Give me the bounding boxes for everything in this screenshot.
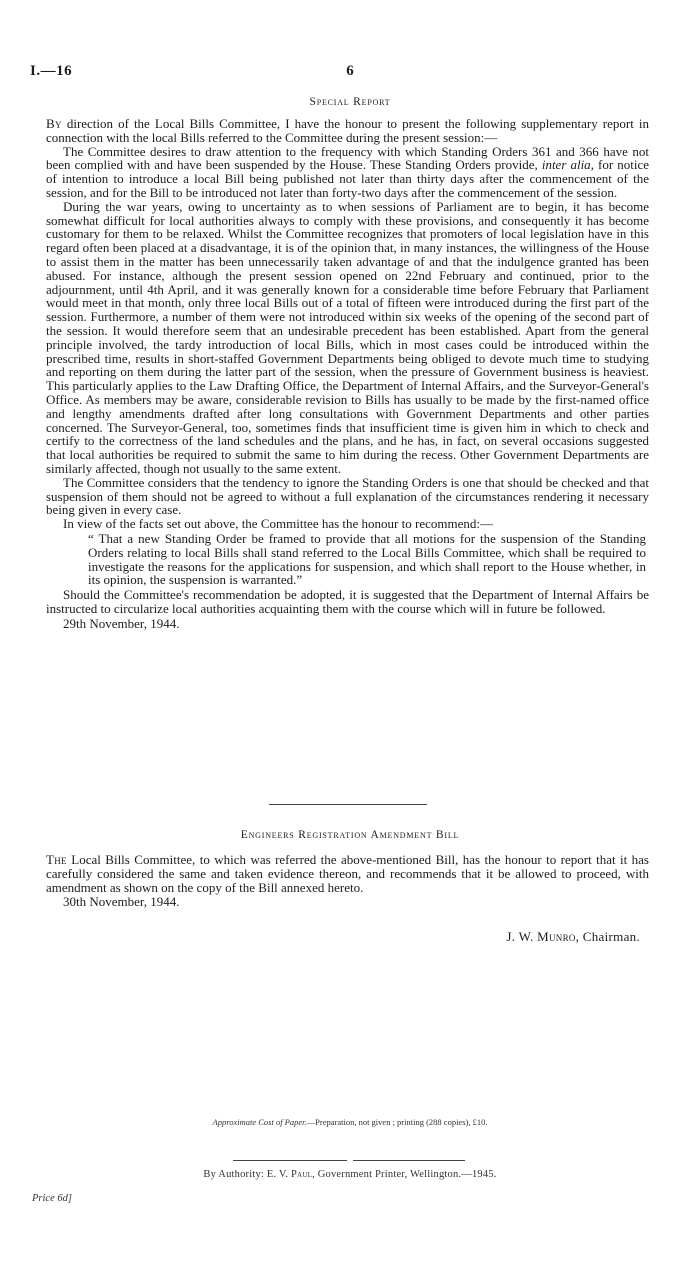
- special-report-heading: Special Report: [309, 96, 391, 108]
- chairman-signature: [506, 929, 640, 945]
- printer-name: Paul: [291, 1169, 313, 1180]
- cost-text: —Preparation, not given ; printing (288 copies), £10.: [306, 1117, 488, 1127]
- report-paragraph-3: During the war years, owing to uncertainty as to when sessions of Parliament are to begin, it has become somewhat difficult for local authorities always to comply with these provisions, and consequently it has become customary for them to be relaxed. Whilst the Committee recognizes that promoters of local legislation have in this regard often been placed at a disadvantage, it is of the opinion that, in many instances, the willingness of the House to assist them in the matter has been unnecessarily taken advantage of and that the indulgence granted has been abused. For instance, although the present session opened on 22nd February and continued, prior to the adjournment, until 4th April, and it was generally known for a considerable time before February that Parliament would meet in that month, only three local Bills out of a total of fifteen were introduced during the first part of the session. Furthermore, a number of them were not introduced within six weeks of the opening of the second part of the session. It would therefore seem that an undesirable precedent has been established. Apart from the general principle involved, the tardy introduction of local Bills, which in most cases could be introduced within the prescribed time, results in short-staffed Government Departments being obliged to devote much time to studying and reporting on them during the latter part of the session, when the pressure of Government business is heaviest. This particularly applies to the Law Drafting Office, the Department of Internal Affairs, and the Surveyor-General's Office. As members may be aware, considerable revision to Bills has usually to be made by the first-named office and lengthy amendments drafted after long consultations with Government Departments and other parties concerned. The Surveyor-General, too, sometimes finds that insufficient time is given him in which to check and certify to the correctness of the land schedules and the plans, and he has, in fact, on several occasions suggested that local authorities be required to submit the same to him during the recess. Other Government Departments are similarly affected, though not usually to the same extent.: [46, 198, 649, 476]
- report-date: 29th November, 1944.: [63, 615, 180, 631]
- recommendation-quote: “ That a new Standing Order be framed to provide that all motions for the suspension of the Standing Orders relating to local Bills shall stand referred to the Local Bills Committee, which shall be required to investigate the reasons for the applications for suspension, and which shall report to the House whether, in its opinion, the suspension is warranted.”: [88, 530, 646, 588]
- bill-date: 30th November, 1944.: [63, 894, 180, 910]
- authority-prefix: By Authority: E. V.: [203, 1169, 292, 1180]
- printer-authority: [0, 1169, 700, 1180]
- price-note: Price 6d]: [32, 1193, 72, 1204]
- signature-initials: J. W.: [506, 929, 538, 944]
- footer-divider-right: [353, 1160, 465, 1161]
- special-report-body: [46, 117, 649, 630]
- paragraph-text: , for notice of intention to introduce a local Bill being published not later than thirty days after the commencement of the session, and for the Bill to be introduced not later than forty-two days after the commencement of the session.: [46, 157, 650, 200]
- paragraph-text: The Committee desires to draw attention to the frequency with which Standing Orders 361 and 366 have not been complied with and have been suspended by the House. These Standing Orders provide,: [46, 143, 649, 173]
- report-paragraph-6: Should the Committee's recommendation be adopted, it is suggested that the Department of Internal Affairs be instructed to circularize local authorities acquainting them with the course which will in future be followed.: [46, 587, 649, 616]
- report-paragraph-4: The Committee considers that the tendency to ignore the Standing Orders is one that should be checked and that suspension of them should not be agreed to without a full explanation of the circumstances rendering it necessary being given in every case.: [46, 474, 649, 518]
- lead-word: By: [46, 116, 62, 131]
- page-number: 6: [346, 63, 354, 79]
- paragraph-text: direction of the Local Bills Committee, I have the honour to present the following supplementary report in connection with the local Bills referred to the Committee during the present session:—: [46, 116, 649, 145]
- footer-divider-left: [233, 1160, 347, 1161]
- bill-heading: Engineers Registration Amendment Bill: [240, 829, 460, 841]
- paper-reference: I.—16: [30, 63, 73, 79]
- cost-label: Approximate Cost of Paper.: [212, 1117, 307, 1127]
- report-paragraph-2: [46, 145, 649, 200]
- latin-phrase: inter alia: [541, 157, 591, 173]
- bill-paragraph: [46, 853, 649, 894]
- section-divider: [269, 804, 427, 805]
- report-paragraph-5: In view of the facts set out above, the Committee has the honour to recommend:—: [63, 516, 493, 532]
- lead-word: The: [46, 852, 67, 867]
- signature-title: , Chairman.: [575, 929, 640, 944]
- bill-report-body: [46, 853, 649, 909]
- signature-surname: Munro: [537, 929, 576, 944]
- paragraph-text: Local Bills Committee, to which was referred the above-mentioned Bill, has the honour to report that it has carefully considered the same and taken evidence thereon, and recommends that it be allowed to proceed, with amendment as shown on the copy of the Bill annexed hereto.: [46, 852, 649, 895]
- cost-of-paper-note: [0, 1117, 700, 1127]
- authority-suffix: , Government Printer, Wellington.—1945.: [312, 1169, 497, 1180]
- report-paragraph-1: [46, 117, 649, 145]
